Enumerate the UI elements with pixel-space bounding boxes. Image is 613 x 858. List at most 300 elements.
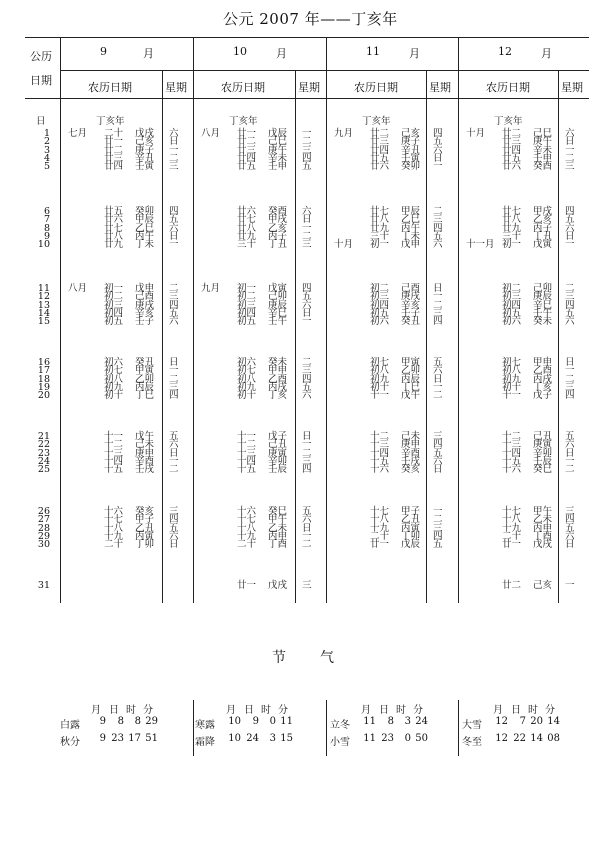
lunar-day: 十三 xyxy=(370,439,390,451)
lunar-date-label: 农历日期 xyxy=(486,81,530,94)
weekday-label: 星期 xyxy=(298,81,320,94)
lunar-day: 十九 xyxy=(502,522,522,534)
jieqi-header-label: 日 xyxy=(109,705,119,716)
ganzhi: 乙未 xyxy=(533,514,553,526)
header-mid-rule xyxy=(60,70,589,71)
lunar-day: 廿四 xyxy=(237,152,257,164)
weekday-divider-line xyxy=(295,70,296,603)
weekday: 二 xyxy=(433,514,443,526)
ganzhi: 丙申 xyxy=(533,522,553,534)
jieqi-value: 11 xyxy=(280,716,293,727)
weekday: 四 xyxy=(433,222,443,234)
month-number: 9 xyxy=(100,45,107,58)
ganzhi: 辛未 xyxy=(268,152,288,164)
weekday: 三 xyxy=(169,381,179,393)
weekday: 日 xyxy=(433,373,443,385)
weekday: 日 xyxy=(169,136,179,148)
day-number: 19 xyxy=(37,381,50,393)
day-number: 23 xyxy=(37,447,50,459)
weekday: 五 xyxy=(433,447,443,459)
day-number: 10 xyxy=(37,239,50,251)
weekday: 三 xyxy=(169,506,179,517)
weekday: 日 xyxy=(302,431,312,442)
ganzhi: 丁卯 xyxy=(135,539,155,551)
ganzhi: 己未 xyxy=(135,439,155,451)
weekday: 日 xyxy=(433,464,443,476)
ganzhi: 己巳 xyxy=(533,128,553,139)
ganzhi: 己卯 xyxy=(268,291,288,303)
ganzhi: 庚申 xyxy=(135,447,155,459)
lunar-day: 二十 xyxy=(370,530,390,542)
weekday-divider-line xyxy=(558,70,559,603)
weekday: 三 xyxy=(302,365,312,377)
weekday: 五 xyxy=(433,136,443,148)
lunar-day: 初六 xyxy=(104,357,124,368)
jieqi-value: 3 xyxy=(404,716,411,727)
day-number: 15 xyxy=(37,316,50,328)
ganzhi: 乙丑 xyxy=(135,522,155,534)
lunar-day: 初一 xyxy=(104,283,124,294)
ganzhi: 庚辰 xyxy=(533,291,553,303)
jieqi-value: 14 xyxy=(547,716,560,727)
ganzhi: 辛卯 xyxy=(268,455,288,467)
ganzhi: 癸酉 xyxy=(268,206,288,217)
lunar-day: 二十 xyxy=(104,128,124,139)
lunar-day: 初十 xyxy=(104,390,124,402)
lunar-day: 廿三 xyxy=(104,152,124,164)
lunar-day: 十四 xyxy=(104,455,124,467)
lunar-day: 十五 xyxy=(237,464,257,476)
weekday: 六 xyxy=(565,439,575,451)
lunar-day: 廿四 xyxy=(502,144,522,156)
day-number: 11 xyxy=(37,283,50,294)
lunar-day: 十三 xyxy=(104,447,124,459)
weekday: 三 xyxy=(169,291,179,303)
ganzhi: 丁亥 xyxy=(268,390,288,402)
weekday: 二 xyxy=(302,136,312,148)
weekday: 一 xyxy=(169,365,179,377)
day-number: 1 xyxy=(43,128,50,139)
weekday: 四 xyxy=(565,514,575,526)
ganzhi: 辛亥 xyxy=(135,307,155,319)
ganzhi: 辛丑 xyxy=(135,152,155,164)
lunar-day: 初八 xyxy=(237,373,257,385)
day-number: 27 xyxy=(37,514,50,526)
lunar-day: 初十 xyxy=(237,390,257,402)
ganzhi: 庚午 xyxy=(533,136,553,148)
ganzhi: 丙午 xyxy=(135,230,155,242)
jieqi-value: 7 xyxy=(519,716,526,727)
lunar-day: 十二 xyxy=(237,439,257,451)
weekday: 二 xyxy=(169,373,179,385)
ganzhi: 甲子 xyxy=(135,514,155,526)
lunar-month-mark: 十月 xyxy=(334,239,354,251)
ganzhi: 丁未 xyxy=(401,230,421,242)
lunar-day: 廿八 xyxy=(370,214,390,226)
lunar-day: 廿七 xyxy=(104,222,124,234)
lunar-day: 初三 xyxy=(237,299,257,311)
weekday: 五 xyxy=(433,230,443,242)
lunar-day: 十六 xyxy=(104,506,124,517)
jieqi-header-label: 日 xyxy=(244,705,254,716)
jieqi-value: 9 xyxy=(99,716,106,727)
weekday: 一 xyxy=(169,144,179,156)
ganzhi: 甲午 xyxy=(268,514,288,526)
lunar-day: 廿二 xyxy=(502,128,522,139)
jieqi-header-label: 分 xyxy=(278,705,288,716)
weekday: 四 xyxy=(433,439,443,451)
year-label: 丁亥年 xyxy=(494,116,523,127)
lunar-day: 廿一 xyxy=(502,539,522,551)
jieqi-value: 8 xyxy=(387,716,394,727)
lunar-day: 十四 xyxy=(237,455,257,467)
lunar-day: 初二 xyxy=(237,291,257,303)
jieqi-value: 11 xyxy=(363,716,376,727)
ganzhi: 戊申 xyxy=(135,283,155,294)
jieqi-value: 10 xyxy=(228,733,241,744)
day-number: 14 xyxy=(37,307,50,319)
jieqi-header-label: 月 xyxy=(361,705,371,716)
weekday: 六 xyxy=(302,514,312,526)
lunar-day: 二十 xyxy=(237,539,257,551)
jieqi-divider-line xyxy=(326,700,327,756)
weekday: 五 xyxy=(565,522,575,534)
ganzhi: 丙寅 xyxy=(401,522,421,534)
lunar-day: 廿九 xyxy=(104,239,124,251)
lunar-date-label: 农历日期 xyxy=(354,81,398,94)
lunar-day: 三十 xyxy=(370,230,390,242)
weekday: 四 xyxy=(565,206,575,217)
lunar-day: 十六 xyxy=(237,506,257,517)
lunar-day: 廿六 xyxy=(237,206,257,217)
ganzhi: 丁丑 xyxy=(533,230,553,242)
day-number: 26 xyxy=(37,506,50,517)
lunar-day: 初九 xyxy=(104,381,124,393)
lunar-day: 廿二 xyxy=(502,580,522,591)
jieqi-header-label: 分 xyxy=(143,705,153,716)
day-number: 12 xyxy=(37,291,50,303)
ganzhi: 戊戌 xyxy=(268,580,288,591)
ganzhi: 己丑 xyxy=(268,439,288,451)
weekday: 二 xyxy=(302,539,312,551)
jieqi-name: 小雪 xyxy=(330,737,350,748)
ganzhi: 戊午 xyxy=(135,431,155,442)
ganzhi: 丙辰 xyxy=(401,373,421,385)
lunar-day: 初三 xyxy=(502,291,522,303)
lunar-day: 十八 xyxy=(104,522,124,534)
day-number: 20 xyxy=(37,390,50,402)
lunar-day: 初六 xyxy=(237,357,257,368)
lunar-day: 二十 xyxy=(104,539,124,551)
weekday: 二 xyxy=(565,373,575,385)
lunar-day: 初六 xyxy=(370,316,390,328)
weekday: 二 xyxy=(433,390,443,402)
lunar-day: 廿九 xyxy=(237,230,257,242)
weekday: 三 xyxy=(302,239,312,251)
lunar-day: 十八 xyxy=(237,522,257,534)
weekday: 日 xyxy=(433,283,443,294)
jieqi-value: 3 xyxy=(269,733,276,744)
lunar-day: 廿三 xyxy=(502,136,522,148)
lunar-day: 十七 xyxy=(502,506,522,517)
ganzhi: 甲辰 xyxy=(401,206,421,217)
month-number: 11 xyxy=(366,45,380,58)
weekday: 三 xyxy=(302,580,312,591)
weekday: 二 xyxy=(169,283,179,294)
ganzhi: 己酉 xyxy=(401,283,421,294)
ganzhi: 乙卯 xyxy=(401,365,421,377)
ganzhi: 戊辰 xyxy=(401,539,421,551)
ganzhi: 甲午 xyxy=(533,506,553,517)
lunar-day: 初四 xyxy=(370,299,390,311)
weekday: 三 xyxy=(433,431,443,442)
lunar-day: 廿一 xyxy=(370,539,390,551)
weekday: 六 xyxy=(169,530,179,542)
lunar-day: 廿二 xyxy=(370,128,390,139)
weekday: 四 xyxy=(169,299,179,311)
ganzhi: 甲申 xyxy=(533,357,553,368)
weekday: 日 xyxy=(302,522,312,534)
lunar-day: 廿八 xyxy=(104,230,124,242)
ganzhi: 己未 xyxy=(401,431,421,442)
ganzhi: 癸巳 xyxy=(268,506,288,517)
day-number: 16 xyxy=(37,357,50,368)
lunar-day: 廿四 xyxy=(370,144,390,156)
lunar-day: 十七 xyxy=(237,514,257,526)
lunar-day: 十六 xyxy=(370,464,390,476)
month-char: 月 xyxy=(409,47,420,60)
lunar-day: 十五 xyxy=(502,455,522,467)
month-divider-line xyxy=(458,37,459,603)
ganzhi: 丁酉 xyxy=(268,539,288,551)
lunar-day: 十三 xyxy=(502,439,522,451)
lunar-day: 十八 xyxy=(370,514,390,526)
weekday: 日 xyxy=(169,357,179,368)
lunar-day: 初四 xyxy=(237,307,257,319)
lunar-day: 初十 xyxy=(370,381,390,393)
table-top-rule xyxy=(25,37,589,38)
lunar-day: 廿九 xyxy=(502,222,522,234)
ganzhi: 己卯 xyxy=(533,283,553,294)
ganzhi: 乙酉 xyxy=(268,373,288,385)
weekday: 二 xyxy=(302,230,312,242)
ganzhi: 戊戌 xyxy=(533,539,553,551)
weekday: 一 xyxy=(565,144,575,156)
day-number: 9 xyxy=(43,230,50,242)
weekday: 二 xyxy=(302,447,312,459)
lunar-day: 廿七 xyxy=(502,206,522,217)
weekday-label: 星期 xyxy=(561,81,583,94)
day-number: 25 xyxy=(37,464,50,476)
weekday: 二 xyxy=(433,206,443,217)
jieqi-header-label: 日 xyxy=(379,705,389,716)
weekday: 五 xyxy=(169,214,179,226)
weekday: 日 xyxy=(565,357,575,368)
jieqi-value: 51 xyxy=(145,733,158,744)
lunar-day: 初五 xyxy=(237,316,257,328)
jieqi-header-label: 时 xyxy=(528,705,538,716)
ganzhi: 壬申 xyxy=(533,152,553,164)
jieqi-value: 50 xyxy=(415,733,428,744)
weekday: 日 xyxy=(302,214,312,226)
jieqi-name: 白露 xyxy=(60,720,80,731)
lunar-day: 十二 xyxy=(370,431,390,442)
weekday: 日 xyxy=(565,447,575,459)
jieqi-value: 10 xyxy=(228,716,241,727)
lunar-day: 初八 xyxy=(502,365,522,377)
jieqi-name: 大雪 xyxy=(462,720,482,731)
ganzhi: 壬辰 xyxy=(533,455,553,467)
lunar-day: 十五 xyxy=(104,464,124,476)
month-divider-line xyxy=(326,37,327,603)
lunar-day: 廿五 xyxy=(104,206,124,217)
weekday: 五 xyxy=(565,431,575,442)
lunar-day: 廿一 xyxy=(237,580,257,591)
weekday: 三 xyxy=(565,381,575,393)
ganzhi: 甲寅 xyxy=(401,357,421,368)
lunar-day: 初七 xyxy=(502,357,522,368)
ganzhi: 丙寅 xyxy=(135,530,155,542)
weekday: 三 xyxy=(433,214,443,226)
lunar-day: 十九 xyxy=(104,530,124,542)
lunar-day: 初一 xyxy=(502,239,522,251)
weekday: 一 xyxy=(433,161,443,173)
jieqi-value: 24 xyxy=(246,733,259,744)
ganzhi: 壬午 xyxy=(533,307,553,319)
ganzhi: 戊午 xyxy=(401,390,421,402)
weekday: 日 xyxy=(169,230,179,242)
weekday: 日 xyxy=(302,307,312,319)
weekday: 三 xyxy=(565,506,575,517)
month-divider-line xyxy=(60,37,61,603)
lunar-day: 十一 xyxy=(502,390,522,402)
lunar-day: 初五 xyxy=(370,307,390,319)
ganzhi: 丁巳 xyxy=(401,381,421,393)
ganzhi: 庚戌 xyxy=(401,291,421,303)
ganzhi: 癸酉 xyxy=(533,161,553,173)
ganzhi: 丁丑 xyxy=(268,239,288,251)
ganzhi: 庚戌 xyxy=(135,299,155,311)
jieqi-value: 20 xyxy=(530,716,543,727)
jieqi-value: 0 xyxy=(269,716,276,727)
day-number: 3 xyxy=(43,144,50,156)
weekday: 六 xyxy=(433,455,443,467)
ganzhi: 甲寅 xyxy=(135,365,155,377)
lunar-day: 廿五 xyxy=(370,152,390,164)
weekday: 六 xyxy=(565,128,575,139)
weekday: 六 xyxy=(169,222,179,234)
weekday: 四 xyxy=(565,299,575,311)
ganzhi: 辛卯 xyxy=(533,447,553,459)
ganzhi: 己酉 xyxy=(135,291,155,303)
ganzhi: 癸亥 xyxy=(135,506,155,517)
jieqi-header-label: 时 xyxy=(396,705,406,716)
ganzhi: 壬申 xyxy=(268,161,288,173)
weekday: 二 xyxy=(433,299,443,311)
lunar-day: 廿五 xyxy=(502,152,522,164)
ganzhi: 戊辰 xyxy=(268,128,288,139)
weekday: 一 xyxy=(169,239,179,251)
ganzhi: 丁亥 xyxy=(533,381,553,393)
ganzhi: 己亥 xyxy=(533,580,553,591)
weekday-divider-line xyxy=(426,70,427,603)
lunar-day: 初三 xyxy=(104,299,124,311)
lunar-day: 十五 xyxy=(370,455,390,467)
jieqi-name: 冬至 xyxy=(462,737,482,748)
weekday: 三 xyxy=(433,522,443,534)
lunar-day: 十九 xyxy=(370,522,390,534)
weekday: 一 xyxy=(565,365,575,377)
weekday: 日 xyxy=(565,136,575,148)
weekday: 五 xyxy=(302,291,312,303)
jieqi-value: 8 xyxy=(134,716,141,727)
day-number: 8 xyxy=(43,222,50,234)
ganzhi: 丁酉 xyxy=(533,530,553,542)
jieqi-header-label: 时 xyxy=(126,705,136,716)
ganzhi: 壬午 xyxy=(268,316,288,328)
lunar-day: 十三 xyxy=(237,447,257,459)
jieqi-value: 11 xyxy=(363,733,376,744)
ganzhi: 甲戌 xyxy=(533,206,553,217)
weekday: 四 xyxy=(433,530,443,542)
jieqi-value: 0 xyxy=(404,733,411,744)
weekday: 六 xyxy=(565,222,575,234)
ganzhi: 辛巳 xyxy=(533,299,553,311)
ganzhi: 庚辰 xyxy=(268,299,288,311)
ganzhi: 乙巳 xyxy=(401,214,421,226)
ganzhi: 己丑 xyxy=(533,431,553,442)
ganzhi: 癸丑 xyxy=(401,316,421,328)
weekday: 六 xyxy=(302,206,312,217)
day-number: 6 xyxy=(43,206,50,217)
lunar-day: 初七 xyxy=(104,365,124,377)
ganzhi: 戊子 xyxy=(533,390,553,402)
ganzhi: 乙亥 xyxy=(533,214,553,226)
lunar-day: 廿三 xyxy=(237,144,257,156)
ganzhi: 壬子 xyxy=(135,316,155,328)
day-number: 22 xyxy=(37,439,50,451)
lunar-day: 初二 xyxy=(370,283,390,294)
day-number: 4 xyxy=(43,152,50,164)
jieqi-divider-line xyxy=(458,700,459,756)
weekday: 五 xyxy=(565,307,575,319)
lunar-day: 十一 xyxy=(104,431,124,442)
jieqi-header-label: 月 xyxy=(91,705,101,716)
lunar-day: 廿八 xyxy=(237,222,257,234)
weekday: 五 xyxy=(433,539,443,551)
ganzhi: 甲子 xyxy=(401,506,421,517)
year-label: 丁亥年 xyxy=(96,116,125,127)
weekday: 日 xyxy=(169,539,179,551)
weekday: 一 xyxy=(302,316,312,328)
ganzhi: 己亥 xyxy=(401,128,421,139)
ganzhi: 丙申 xyxy=(268,530,288,542)
ganzhi: 乙未 xyxy=(268,522,288,534)
weekday: 日 xyxy=(565,539,575,551)
ganzhi: 丙午 xyxy=(401,222,421,234)
lunar-day: 十六 xyxy=(502,464,522,476)
weekday: 四 xyxy=(302,464,312,476)
weekday: 二 xyxy=(565,283,575,294)
ganzhi: 丁巳 xyxy=(135,390,155,402)
month-number: 12 xyxy=(498,45,512,58)
lunar-month-mark: 十月 xyxy=(466,128,486,139)
ganzhi: 乙巳 xyxy=(135,222,155,234)
jieqi-name: 立冬 xyxy=(330,720,350,731)
weekday: 六 xyxy=(433,239,443,251)
weekday: 五 xyxy=(565,214,575,226)
weekday: 一 xyxy=(169,455,179,467)
